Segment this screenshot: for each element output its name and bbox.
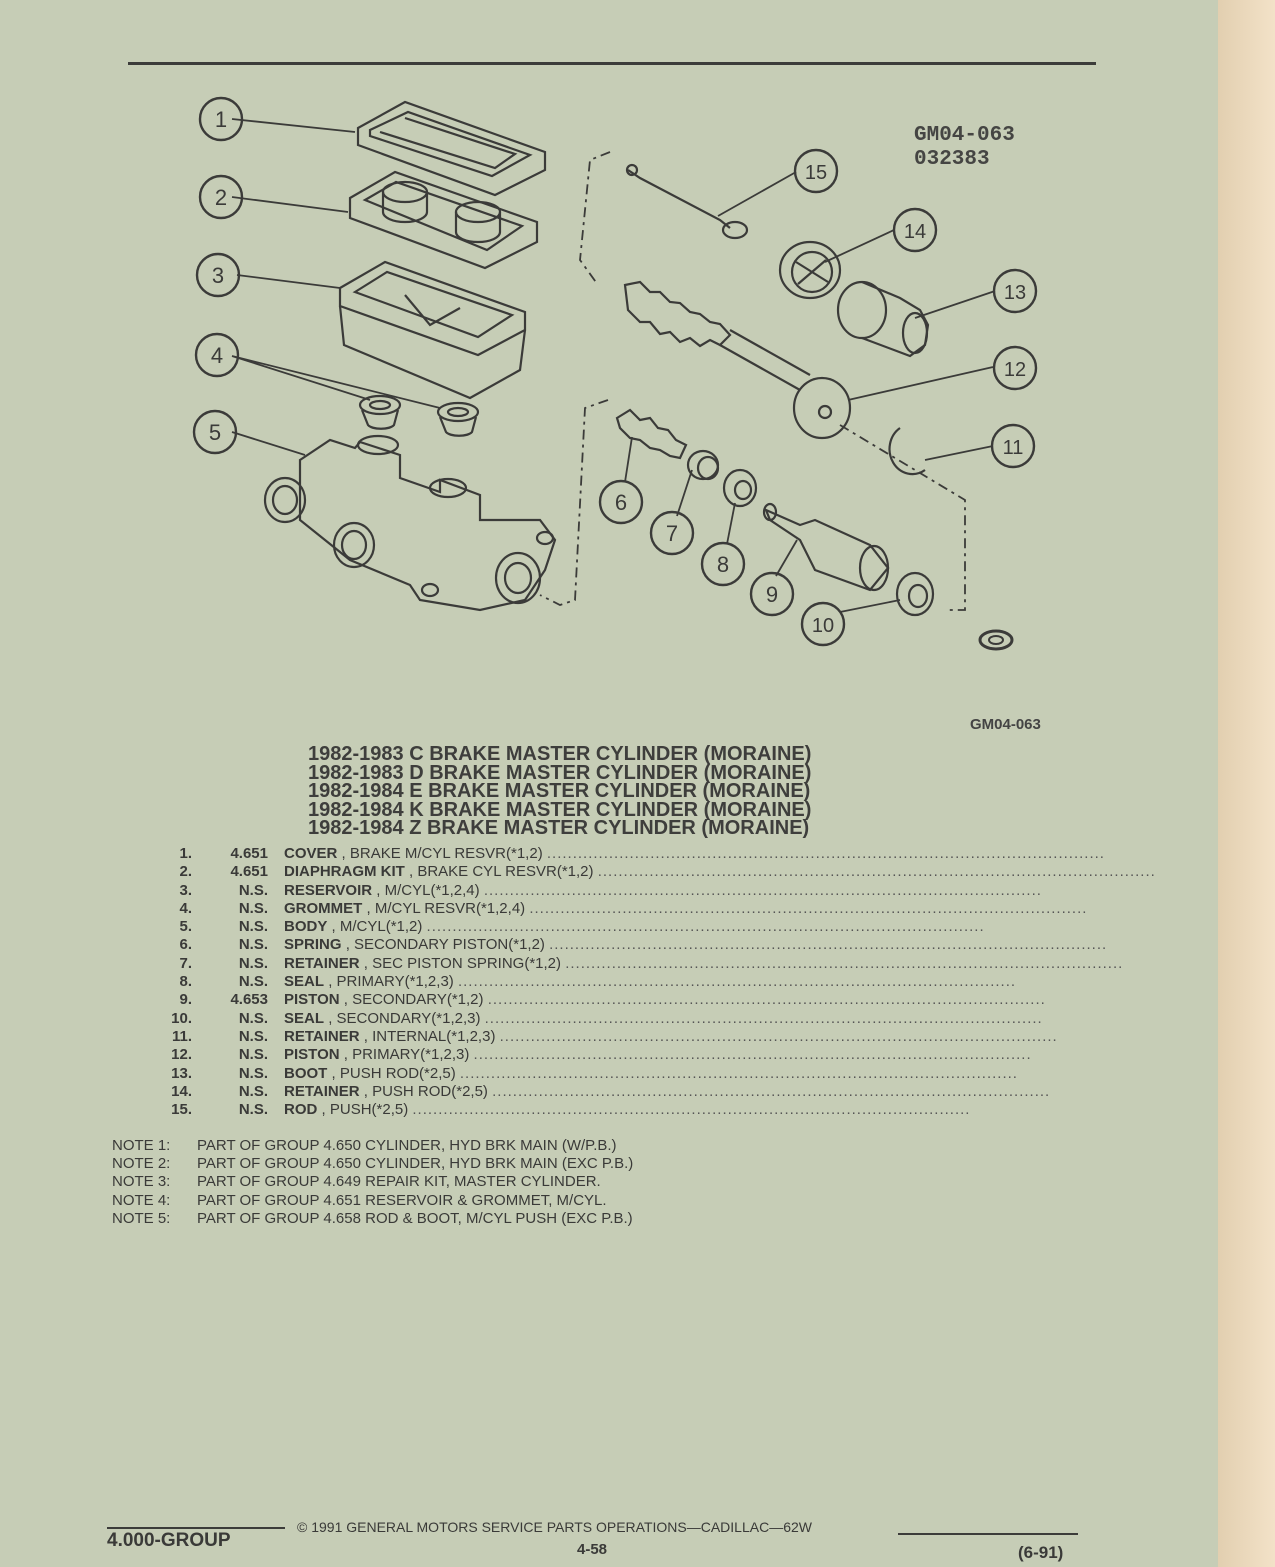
part-description: , M/CYL RESVR(*1,2,4) bbox=[366, 899, 526, 917]
model-title: 1982-1984 K BRAKE MASTER CYLINDER (MORAINE) bbox=[308, 798, 812, 821]
part-group: 4.651 bbox=[230, 863, 268, 881]
callout-10: 10 bbox=[811, 615, 835, 637]
part-group: N.S. bbox=[238, 918, 268, 936]
part-group: N.S. bbox=[238, 881, 268, 899]
part-number: 14. bbox=[171, 1082, 192, 1100]
figure-code: GM04-063 bbox=[970, 716, 1041, 733]
note-row bbox=[112, 1173, 633, 1191]
part-row bbox=[160, 881, 1042, 900]
part-group: N.S. bbox=[238, 973, 268, 991]
part-row bbox=[160, 899, 1088, 918]
leader-dots: ............................................................................................................ bbox=[484, 1009, 1043, 1027]
leader-dots: ............................................................................................................ bbox=[499, 1027, 1058, 1045]
part-name: BODY bbox=[284, 918, 328, 936]
part-name: SEAL bbox=[284, 973, 325, 991]
note-text: PART OF GROUP 4.651 RESERVOIR & GROMMET, M/CYL. bbox=[197, 1191, 607, 1209]
callout-14: 14 bbox=[903, 221, 927, 243]
model-title: 1982-1983 C BRAKE MASTER CYLINDER (MORAINE) bbox=[308, 743, 812, 765]
leader-dots: ............................................................................................................ bbox=[487, 991, 1046, 1009]
part-number: 13. bbox=[171, 1064, 192, 1082]
leader-dots: ............................................................................................................ bbox=[597, 863, 1156, 881]
model-title: 1982-1983 D BRAKE MASTER CYLINDER (MORAINE) bbox=[308, 761, 812, 784]
part-description: , INTERNAL(*1,2,3) bbox=[363, 1027, 496, 1045]
body-part bbox=[265, 436, 555, 610]
note-text: PART OF GROUP 4.650 CYLINDER, HYD BRK MAIN (W/P.B.) bbox=[197, 1137, 617, 1154]
note-label: NOTE 3: bbox=[112, 1173, 171, 1191]
part-row bbox=[160, 1064, 1018, 1083]
part-row bbox=[160, 991, 1046, 1009]
callout-8: 8 bbox=[716, 552, 730, 577]
part-name: BOOT bbox=[284, 1064, 328, 1082]
part-number: 15. bbox=[171, 1101, 192, 1119]
part-number: 8. bbox=[179, 973, 192, 991]
part-group: N.S. bbox=[238, 936, 268, 954]
illustration-code: GM04-063 bbox=[914, 124, 1015, 147]
part-row bbox=[160, 863, 1156, 881]
callout-11: 11 bbox=[1002, 437, 1024, 459]
part-number: 2. bbox=[179, 863, 192, 881]
part-row bbox=[160, 973, 1017, 991]
part-number: 9. bbox=[179, 991, 192, 1009]
alignment-lines bbox=[540, 152, 965, 610]
part-name: RETAINER bbox=[284, 1027, 360, 1045]
part-description: , SECONDARY(*1,2,3) bbox=[328, 1009, 481, 1027]
part-group: N.S. bbox=[238, 1064, 268, 1082]
part-row bbox=[160, 1027, 1058, 1046]
leader-dots: ............................................................................................................ bbox=[412, 1101, 971, 1119]
leader-dots: ............................................................................................................ bbox=[549, 936, 1108, 954]
callout-1: 1 bbox=[214, 107, 228, 132]
part-name: GROMMET bbox=[284, 899, 363, 917]
notes-section bbox=[112, 1137, 633, 1228]
part-name: PISTON bbox=[284, 991, 340, 1009]
part-group: N.S. bbox=[238, 954, 268, 972]
primary-seal-part bbox=[724, 470, 756, 506]
diaphragm-part bbox=[350, 172, 537, 268]
callout-7: 7 bbox=[665, 521, 679, 546]
part-description: , PUSH ROD(*2,5) bbox=[331, 1064, 456, 1082]
leader-dots: ............................................................................................................ bbox=[457, 973, 1017, 991]
part-number: 11. bbox=[171, 1027, 192, 1045]
leader-dots: ............................................................................................................ bbox=[565, 954, 1124, 972]
part-number: 10. bbox=[171, 1009, 192, 1027]
secondary-seal-part bbox=[897, 573, 933, 615]
model-title: 1982-1984 Z BRAKE MASTER CYLINDER (MORAINE) bbox=[308, 817, 810, 840]
spring-retainer-part bbox=[688, 451, 718, 479]
model-titles bbox=[308, 745, 908, 838]
page-edge bbox=[1218, 0, 1275, 1567]
part-description: , SECONDARY PISTON(*1,2) bbox=[345, 936, 545, 954]
part-row bbox=[160, 936, 1108, 954]
part-row bbox=[160, 1082, 1051, 1101]
leader-dots: ............................................................................................................ bbox=[546, 845, 1105, 862]
part-group: 4.653 bbox=[230, 991, 268, 1009]
callout-9: 9 bbox=[765, 582, 779, 607]
reservoir-part bbox=[340, 262, 525, 398]
part-row bbox=[160, 918, 985, 936]
primary-piston-part bbox=[625, 282, 850, 438]
callout-2: 2 bbox=[214, 185, 228, 210]
push-rod-retainer-part bbox=[780, 242, 840, 298]
note-text: PART OF GROUP 4.649 REPAIR KIT, MASTER CYLINDER. bbox=[197, 1173, 601, 1191]
part-group: N.S. bbox=[238, 899, 268, 917]
parts-list bbox=[160, 845, 1156, 1119]
part-group: N.S. bbox=[238, 1027, 268, 1045]
boot-part bbox=[838, 282, 928, 356]
page-number: 4-58 bbox=[577, 1541, 608, 1558]
part-number: 5. bbox=[179, 918, 192, 936]
part-group: N.S. bbox=[238, 1046, 268, 1064]
part-name: ROD bbox=[284, 1101, 318, 1119]
callout-12: 12 bbox=[1003, 359, 1027, 381]
part-name: DIAPHRAGM KIT bbox=[284, 863, 405, 881]
part-number: 7. bbox=[179, 954, 192, 972]
note-label: NOTE 4: bbox=[112, 1191, 171, 1209]
note-row bbox=[112, 1137, 633, 1155]
part-row bbox=[160, 845, 1105, 863]
leader-dots: ............................................................................................................ bbox=[459, 1064, 1018, 1082]
note-text: PART OF GROUP 4.658 ROD & BOOT, M/CYL PUSH (EXC P.B.) bbox=[197, 1209, 633, 1227]
part-row bbox=[160, 1101, 980, 1119]
illustration-date-code: 032383 bbox=[914, 148, 990, 171]
part-number: 12. bbox=[171, 1046, 192, 1064]
leader-lines bbox=[232, 119, 995, 612]
part-name: COVER bbox=[284, 845, 338, 862]
footer-rule-left bbox=[107, 1527, 285, 1529]
footer-rule-right bbox=[898, 1533, 1078, 1535]
leader-dots: ............................................................................................................ bbox=[473, 1046, 1032, 1064]
exploded-view-diagram bbox=[0, 0, 1218, 700]
push-rod-part bbox=[627, 165, 747, 238]
part-row bbox=[160, 954, 1124, 973]
note-row bbox=[112, 1155, 633, 1173]
part-number: 1. bbox=[179, 845, 192, 862]
part-description: , SECONDARY(*1,2) bbox=[343, 991, 484, 1009]
internal-retainer-part bbox=[890, 428, 925, 474]
part-description: , PRIMARY(*1,2,3) bbox=[343, 1046, 470, 1064]
part-description: , M/CYL(*1,2) bbox=[331, 918, 423, 936]
part-description: , BRAKE M/CYL RESVR(*1,2) bbox=[341, 845, 543, 862]
callout-3: 3 bbox=[211, 263, 225, 288]
cover-part bbox=[358, 102, 545, 195]
part-number: 4. bbox=[179, 899, 192, 917]
footer-copyright: © 1991 GENERAL MOTORS SERVICE PARTS OPERATIONS—CADILLAC—62W bbox=[297, 1519, 812, 1535]
callout-6: 6 bbox=[614, 490, 628, 515]
part-name: RESERVOIR bbox=[284, 881, 373, 899]
callout-circles bbox=[194, 98, 1036, 645]
leader-dots: ............................................................................................................ bbox=[483, 881, 1042, 899]
model-title: 1982-1984 E BRAKE MASTER CYLINDER (MORAINE) bbox=[308, 780, 811, 803]
part-description: , M/CYL(*1,2,4) bbox=[376, 881, 480, 899]
part-number: 6. bbox=[179, 936, 192, 954]
callout-13: 13 bbox=[1003, 282, 1027, 304]
callout-5: 5 bbox=[208, 420, 222, 445]
part-name: RETAINER bbox=[284, 1082, 360, 1100]
part-row bbox=[160, 1046, 1032, 1064]
leader-dots: ............................................................................................................ bbox=[426, 918, 985, 936]
part-description: , PRIMARY(*1,2,3) bbox=[328, 973, 454, 991]
part-description: , BRAKE CYL RESVR(*1,2) bbox=[409, 863, 594, 881]
part-row bbox=[160, 1009, 1043, 1028]
part-name: SPRING bbox=[284, 936, 342, 954]
callout-15: 15 bbox=[804, 162, 828, 184]
part-group: 4.651 bbox=[230, 845, 268, 862]
part-description: , PUSH ROD(*2,5) bbox=[363, 1082, 488, 1100]
footer-group: 4.000-GROUP bbox=[107, 1530, 231, 1551]
part-group: N.S. bbox=[238, 1101, 268, 1119]
callout-4: 4 bbox=[210, 343, 224, 368]
part-description: , PUSH(*2,5) bbox=[321, 1101, 409, 1119]
leader-dots: ............................................................................................................ bbox=[492, 1082, 1051, 1100]
part-name: SEAL bbox=[284, 1009, 325, 1027]
note-label: NOTE 1: bbox=[112, 1137, 171, 1154]
gm-logo bbox=[980, 631, 1012, 649]
note-label: NOTE 2: bbox=[112, 1155, 171, 1173]
part-name: RETAINER bbox=[284, 954, 360, 972]
note-row bbox=[112, 1192, 633, 1210]
part-number: 3. bbox=[179, 881, 192, 899]
part-description: , SEC PISTON SPRING(*1,2) bbox=[363, 954, 562, 972]
part-group: N.S. bbox=[238, 1082, 268, 1100]
part-name: PISTON bbox=[284, 1046, 340, 1064]
leader-dots: ............................................................................................................ bbox=[529, 899, 1088, 917]
part-group: N.S. bbox=[238, 1009, 268, 1027]
secondary-spring-part bbox=[617, 410, 686, 458]
note-text: PART OF GROUP 4.650 CYLINDER, HYD BRK MAIN (EXC P.B.) bbox=[197, 1155, 634, 1173]
note-row bbox=[112, 1210, 633, 1228]
note-label: NOTE 5: bbox=[112, 1209, 171, 1227]
revision-date: (6-91) bbox=[1018, 1543, 1064, 1562]
